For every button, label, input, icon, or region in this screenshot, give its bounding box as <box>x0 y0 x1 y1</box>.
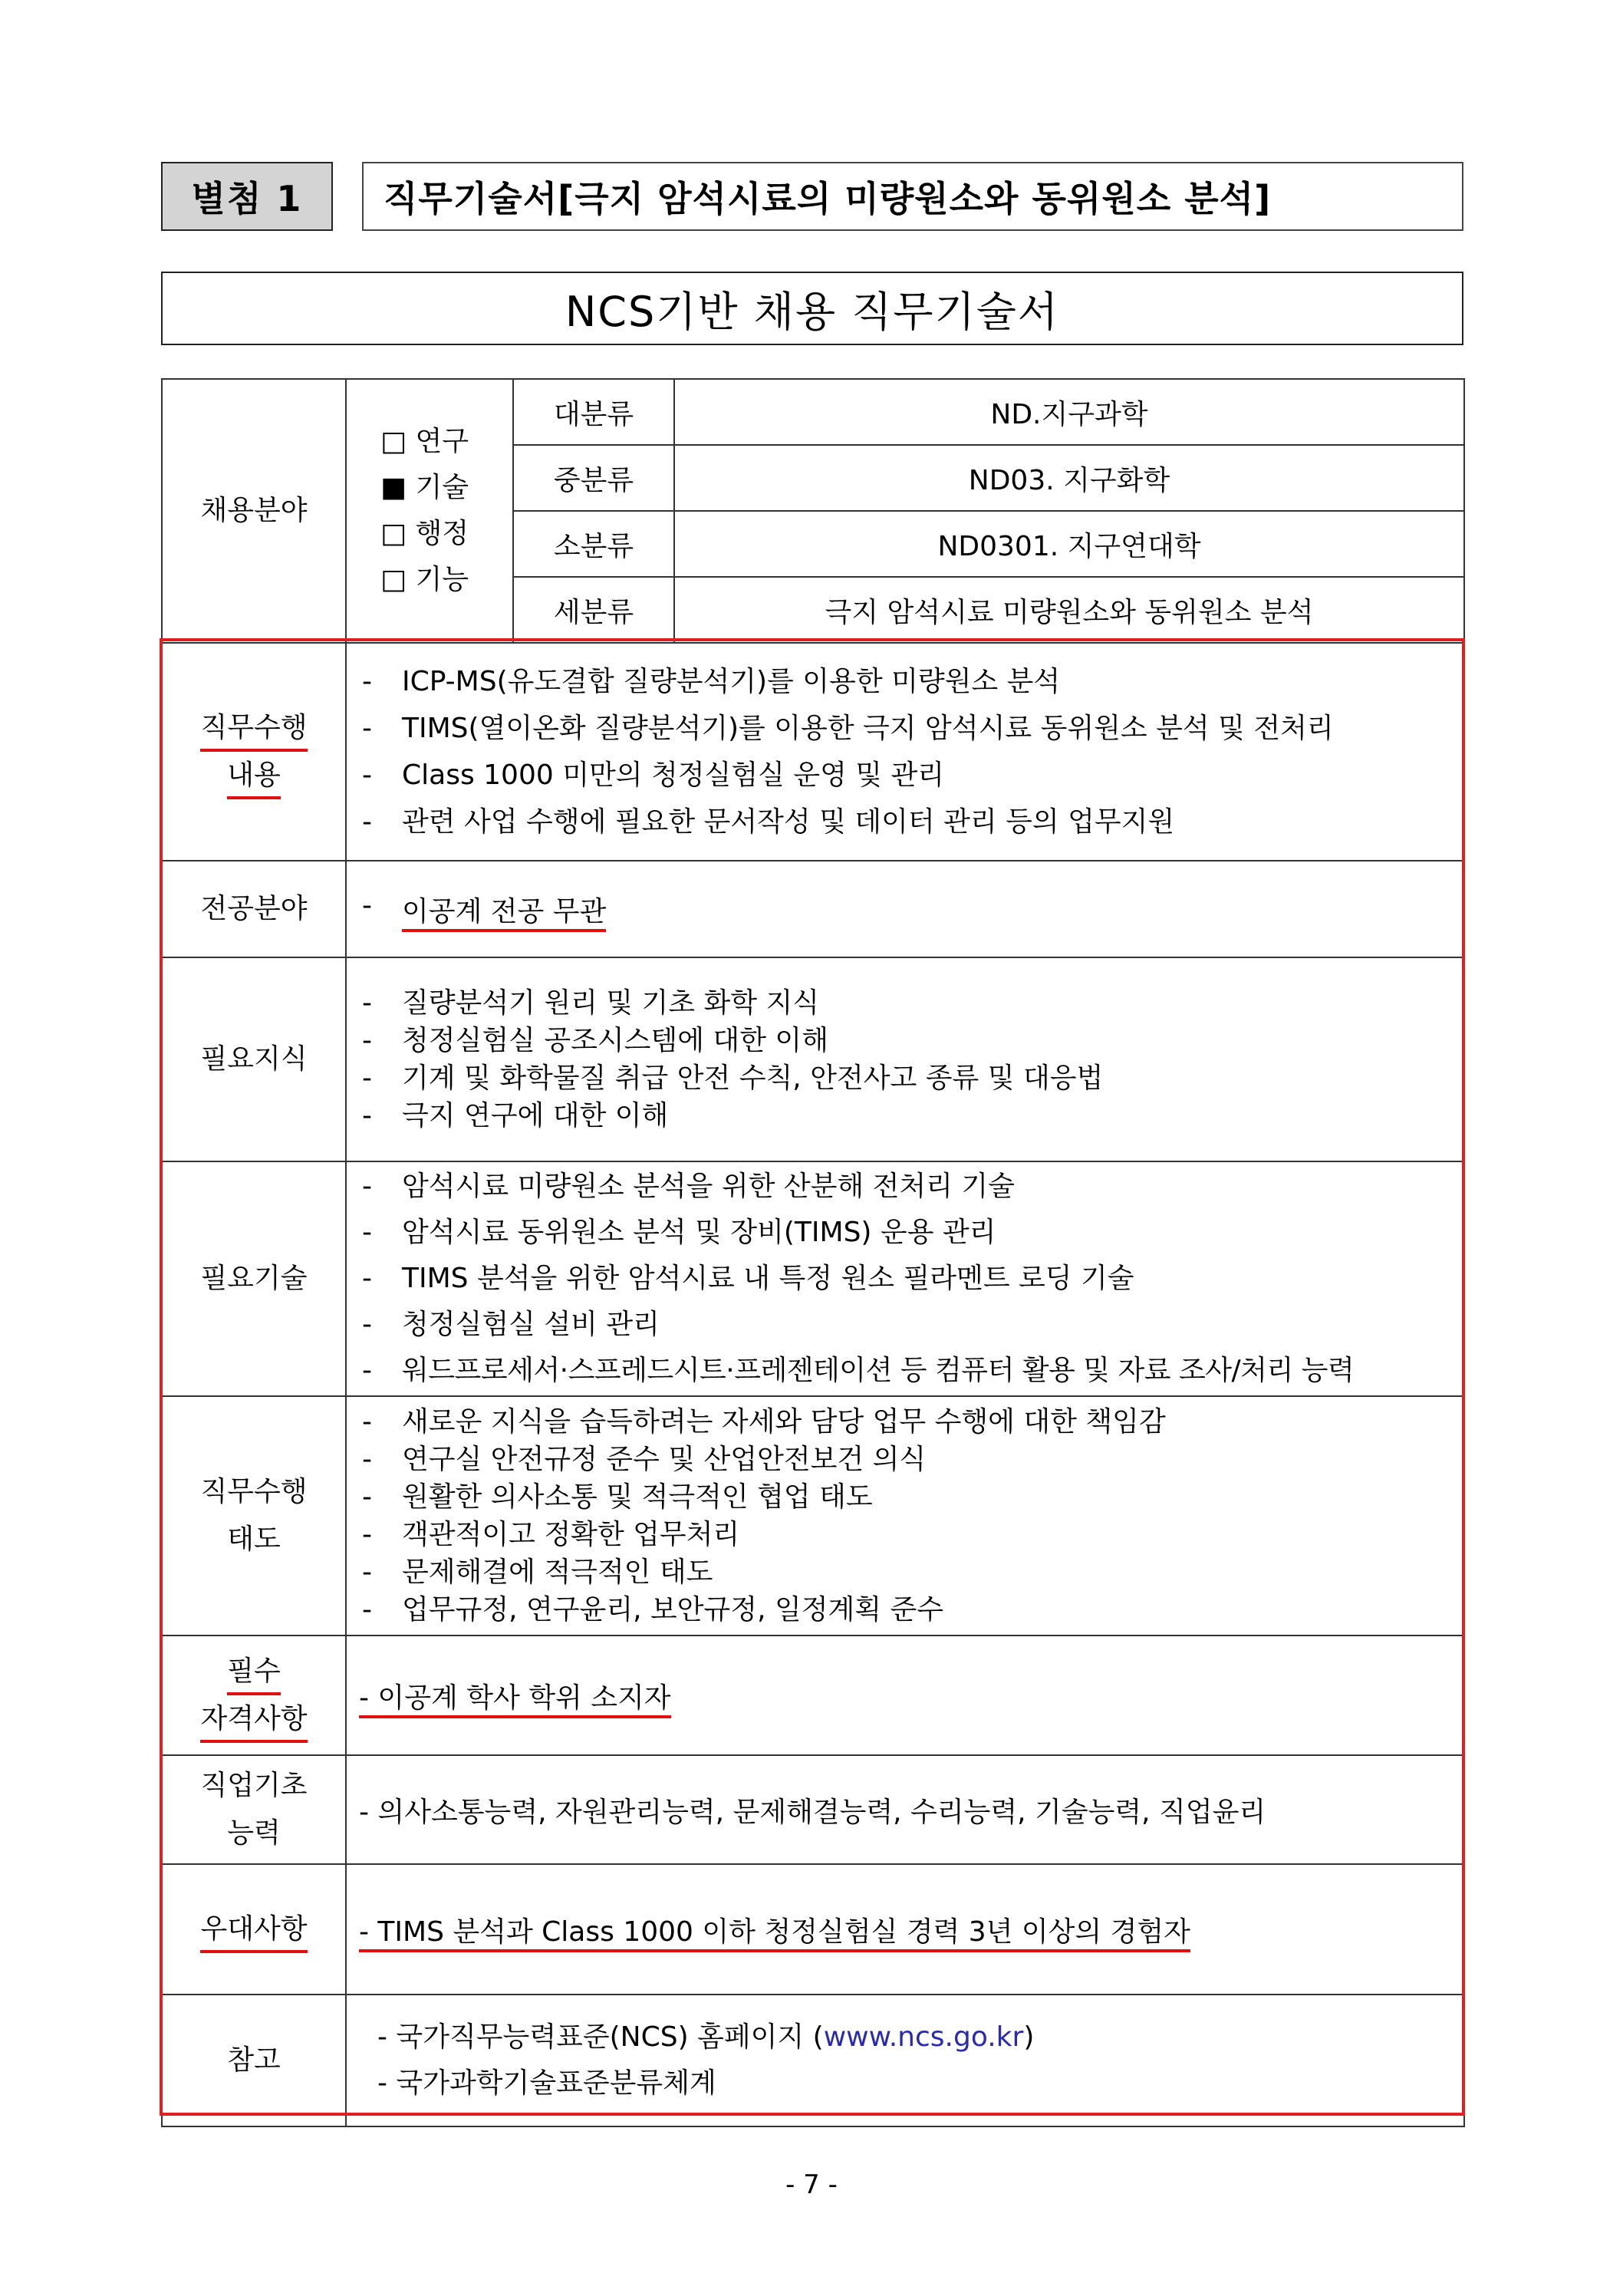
class-value-detail: 극지 암석시료 미량원소와 동위원소 분석 <box>674 577 1464 643</box>
basic-ability-content: - 의사소통능력, 자원관리능력, 문제해결능력, 수리능력, 기술능력, 직업윤리 <box>346 1755 1464 1864</box>
reference-text: ) <box>1023 2021 1035 2053</box>
skills-label: 필요기술 <box>162 1161 346 1396</box>
option-label: 행정 <box>415 518 469 549</box>
class-value-middle: ND03. 지구화학 <box>674 445 1464 511</box>
attitude-label-line2: 태도 <box>227 1524 281 1555</box>
list-item: - 청정실험실 설비 관리 <box>357 1302 1463 1348</box>
qualification-content <box>346 1636 1464 1755</box>
list-item: - 새로운 지식을 습득하려는 자세와 담당 업무 수행에 대한 책임감 <box>357 1403 1463 1441</box>
basic-ability-label-line1: 직업기초 <box>200 1770 308 1801</box>
knowledge-label: 필요지식 <box>162 957 346 1161</box>
class-label-detail: 세분류 <box>513 577 674 643</box>
checkbox-empty-icon: □ <box>380 518 407 549</box>
duties-label-line1: 직무수행 <box>200 709 307 752</box>
attitude-label <box>162 1396 346 1636</box>
list-item: - 암석시료 동위원소 분석 및 장비(TIMS) 운용 관리 <box>357 1210 1463 1256</box>
job-description-table <box>161 378 1465 2127</box>
preference-label <box>162 1864 346 1995</box>
preference-value: - TIMS 분석과 Class 1000 이하 청정실험실 경력 3년 이상의 경험자 <box>359 1916 1190 1952</box>
class-label-major: 대분류 <box>513 379 674 445</box>
list-item: - 관련 사업 수행에 필요한 문서작성 및 데이터 관리 등의 업무지원 <box>357 799 1463 845</box>
list-item: - 객관적이고 정확한 업무처리 <box>357 1516 1463 1553</box>
list-item: - 워드프로세서·스프레드시트·프레젠테이션 등 컴퓨터 활용 및 자료 조사/처리 능력 <box>357 1348 1463 1394</box>
list-item: - 질량분석기 원리 및 기초 화학 지식 <box>357 984 1463 1022</box>
reference-content <box>346 1995 1464 2126</box>
option-admin <box>347 511 512 557</box>
list-item: - 원활한 의사소통 및 적극적인 협업 태도 <box>357 1478 1463 1516</box>
duties-content <box>346 643 1464 861</box>
attitude-label-line1: 직무수행 <box>200 1476 308 1507</box>
list-item <box>357 890 1463 929</box>
list-item: - TIMS(열이온화 질량분석기)를 이용한 극지 암석시료 동위원소 분석 및 전처리 <box>357 705 1463 752</box>
list-item: - Class 1000 미만의 청정실험실 운영 및 관리 <box>357 752 1463 799</box>
option-label: 연구 <box>415 426 469 457</box>
list-item: - 극지 연구에 대한 이해 <box>357 1097 1463 1135</box>
qualification-value: - 이공계 학사 학위 소지자 <box>359 1682 671 1718</box>
list-item: - 연구실 안전규정 준수 및 산업안전보건 의식 <box>357 1441 1463 1478</box>
qualification-label-line2: 자격사항 <box>200 1700 307 1743</box>
class-value-minor: ND0301. 지구연대학 <box>674 511 1464 577</box>
checkbox-filled-icon: ■ <box>380 472 407 503</box>
basic-ability-label-line2: 능력 <box>227 1817 281 1849</box>
qualification-label-line1: 필수 <box>227 1652 281 1695</box>
major-content <box>346 861 1464 957</box>
checkbox-empty-icon: □ <box>380 564 407 595</box>
page-title: NCS기반 채용 직무기술서 <box>161 272 1463 345</box>
ncs-website-link[interactable]: www.ncs.go.kr <box>823 2021 1024 2053</box>
field-label: 채용분야 <box>162 379 346 643</box>
skills-content <box>346 1161 1464 1396</box>
option-skilled <box>347 557 512 603</box>
list-item: - ICP-MS(유도결합 질량분석기)를 이용한 미량원소 분석 <box>357 658 1463 705</box>
attitude-content <box>346 1396 1464 1636</box>
list-item: - TIMS 분석을 위한 암석시료 내 특정 원소 필라멘트 로딩 기술 <box>357 1256 1463 1302</box>
class-value-major: ND.지구과학 <box>674 379 1464 445</box>
checkbox-empty-icon: □ <box>380 426 407 457</box>
duties-label-line2: 내용 <box>227 756 281 799</box>
reference-line-classification: - 국가과학기술표준분류체계 <box>377 2067 716 2099</box>
option-technical <box>347 465 512 511</box>
preference-label-text: 우대사항 <box>200 1910 307 1953</box>
option-research <box>347 419 512 465</box>
reference-label: 참고 <box>162 1995 346 2126</box>
preference-content <box>346 1864 1464 1995</box>
attachment-title: 직무기술서[극지 암석시료의 미량원소와 동위원소 분석] <box>362 162 1463 231</box>
class-label-minor: 소분류 <box>513 511 674 577</box>
knowledge-content <box>346 957 1464 1161</box>
basic-ability-label <box>162 1755 346 1864</box>
attachment-label: 별첨 1 <box>161 162 333 231</box>
field-type-options <box>346 379 513 643</box>
option-label: 기술 <box>415 472 469 503</box>
list-item: - 기계 및 화학물질 취급 안전 수칙, 안전사고 종류 및 대응법 <box>357 1059 1463 1097</box>
list-item: - 청정실험실 공조시스템에 대한 이해 <box>357 1022 1463 1059</box>
major-label: 전공분야 <box>162 861 346 957</box>
duties-label <box>162 643 346 861</box>
reference-line-ncs <box>377 2014 1463 2060</box>
class-label-middle: 중분류 <box>513 445 674 511</box>
list-item: - 문제해결에 적극적인 태도 <box>357 1553 1463 1591</box>
list-item: - 암석시료 미량원소 분석을 위한 산분해 전처리 기술 <box>357 1164 1463 1210</box>
list-item: - 업무규정, 연구윤리, 보안규정, 일정계획 준수 <box>357 1591 1463 1629</box>
qualification-label <box>162 1636 346 1755</box>
option-label: 기능 <box>415 564 469 595</box>
major-value: 이공계 전공 무관 <box>402 896 606 932</box>
reference-text: - 국가직무능력표준(NCS) 홈페이지 ( <box>377 2021 824 2053</box>
page-number: - 7 - <box>785 2169 838 2200</box>
